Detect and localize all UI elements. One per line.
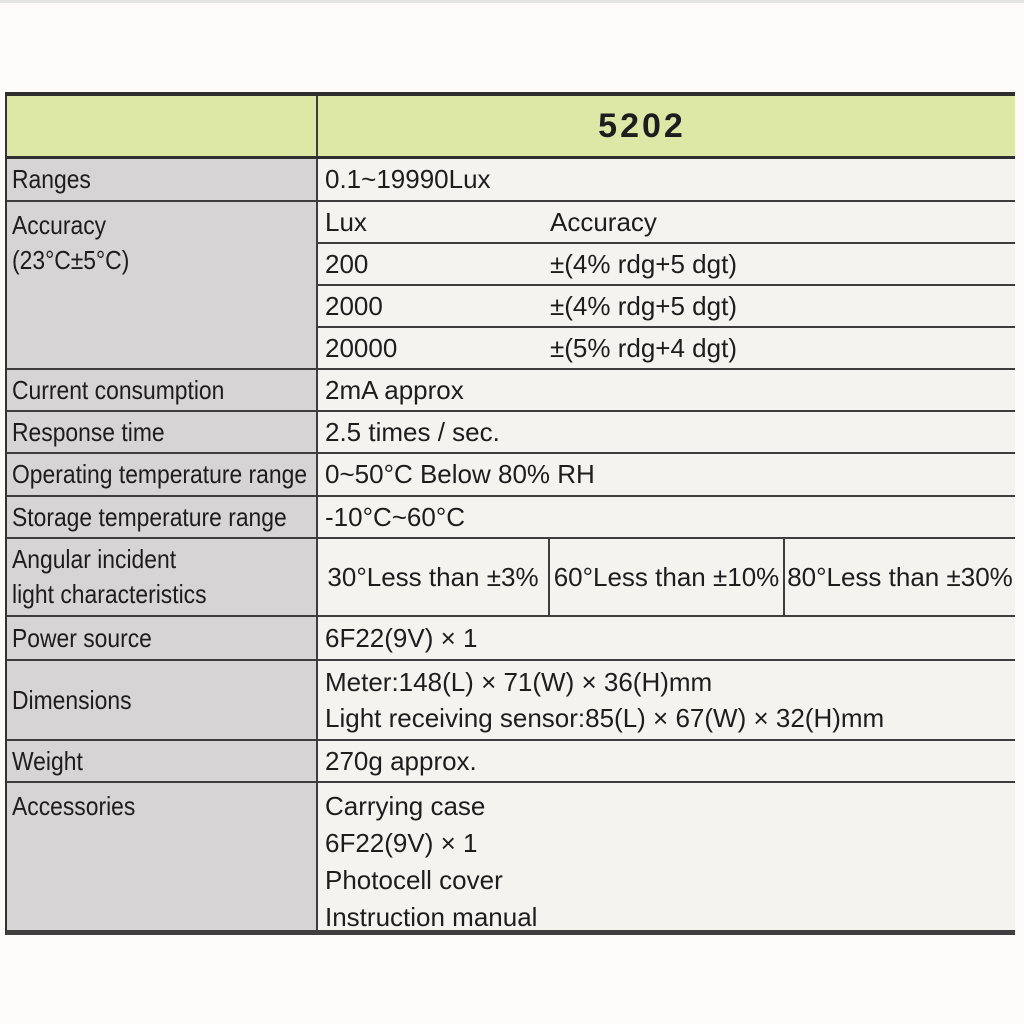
angular-value-60: 60°Less than ±10% (553, 561, 780, 592)
angular-value-80: 80°Less than ±30% (787, 561, 1013, 592)
power-source-value: 6F22(9V) × 1 (325, 622, 478, 653)
accuracy-subheader-row (318, 202, 1015, 244)
scan-artifact-line (0, 0, 1024, 3)
table-header-row (7, 96, 1015, 159)
storage-temperature-label: Storage temperature range (12, 501, 287, 532)
storage-temperature-value: -10°C~60°C (325, 501, 466, 532)
accessory-item: Photocell cover (325, 865, 503, 895)
header-model-cell (318, 96, 1015, 156)
angular-incident-label-line2: light characteristics (12, 579, 207, 609)
accuracy-value: ±(4% rdg+5 dgt) (550, 248, 737, 279)
accessory-item: Carrying case (325, 791, 486, 821)
accuracy-label-line2: (23°C±5°C) (12, 245, 130, 275)
angular-cell-80 (785, 539, 1015, 615)
power-source-label-cell (7, 617, 318, 659)
current-consumption-value: 2mA approx (325, 374, 464, 405)
accuracy-value: ±(4% rdg+5 dgt) (550, 290, 737, 321)
accessory-item: 6F22(9V) × 1 (325, 828, 478, 858)
storage-temperature-value-cell (318, 497, 1015, 537)
ranges-value-cell (318, 159, 1015, 200)
angular-cell-30 (318, 539, 550, 615)
accuracy-subrow-200 (318, 244, 1015, 286)
angular-incident-label-line1: Angular incident (12, 544, 177, 574)
operating-temperature-label: Operating temperature range (12, 459, 308, 489)
ranges-label: Ranges (12, 164, 91, 194)
dimensions-sensor: Light receiving sensor:85(L) × 67(W) × 32(H)mm (325, 703, 885, 733)
operating-temperature-value: 0~50°C Below 80% RH (325, 459, 595, 489)
ranges-value: 0.1~19990Lux (325, 164, 491, 194)
row-dimensions (7, 661, 1015, 741)
specification-table (5, 92, 1015, 935)
power-source-value-cell (318, 617, 1015, 659)
accuracy-subtable (318, 202, 1015, 368)
accuracy-value: ±(5% rdg+4 dgt) (550, 332, 737, 363)
lux-value: 200 (325, 248, 369, 279)
angular-incident-cells (318, 539, 1015, 615)
lux-value: 2000 (325, 290, 383, 321)
accessories-label-cell (7, 783, 318, 930)
accuracy-label-line1: Accuracy (12, 210, 107, 240)
header-empty-cell (7, 96, 318, 156)
accuracy-label-cell (7, 202, 318, 368)
response-time-value: 2.5 times / sec. (325, 416, 500, 447)
accessory-item: Instruction manual (325, 902, 538, 932)
accessories-value-cell (318, 783, 1015, 930)
weight-label: Weight (12, 745, 83, 776)
row-accessories (7, 783, 1015, 930)
operating-temperature-value-cell (318, 454, 1015, 495)
dimensions-label: Dimensions (12, 684, 132, 715)
lux-value: 20000 (325, 332, 398, 363)
model-number: 5202 (598, 106, 686, 145)
row-response-time (7, 412, 1015, 454)
current-consumption-label-cell (7, 370, 318, 410)
accessories-label: Accessories (12, 791, 136, 821)
row-angular-incident (7, 539, 1015, 617)
accuracy-subheader-lux: Lux (325, 206, 367, 237)
response-time-value-cell (318, 412, 1015, 452)
row-operating-temperature (7, 454, 1015, 497)
storage-temperature-label-cell (7, 497, 318, 537)
row-weight (7, 741, 1015, 783)
dimensions-value-cell (318, 661, 1015, 739)
accuracy-subrow-20000 (318, 328, 1015, 368)
angular-incident-label-cell (7, 539, 318, 615)
row-current-consumption (7, 370, 1015, 412)
power-source-label: Power source (12, 622, 152, 653)
accuracy-subrow-2000 (318, 286, 1015, 328)
angular-cell-60 (550, 539, 785, 615)
weight-value-cell (318, 741, 1015, 781)
weight-label-cell (7, 741, 318, 781)
ranges-label-cell (7, 159, 318, 200)
row-storage-temperature (7, 497, 1015, 539)
row-power-source (7, 617, 1015, 661)
row-accuracy (7, 202, 1015, 370)
weight-value: 270g approx. (325, 745, 477, 776)
accuracy-subheader-accuracy: Accuracy (550, 206, 657, 237)
row-ranges (7, 159, 1015, 202)
current-consumption-label: Current consumption (12, 374, 225, 405)
operating-temperature-label-cell (7, 454, 318, 495)
current-consumption-value-cell (318, 370, 1015, 410)
response-time-label-cell (7, 412, 318, 452)
response-time-label: Response time (12, 416, 165, 447)
dimensions-meter: Meter:148(L) × 71(W) × 36(H)mm (325, 667, 713, 697)
dimensions-label-cell (7, 661, 318, 739)
angular-value-30: 30°Less than ±3% (327, 561, 539, 592)
